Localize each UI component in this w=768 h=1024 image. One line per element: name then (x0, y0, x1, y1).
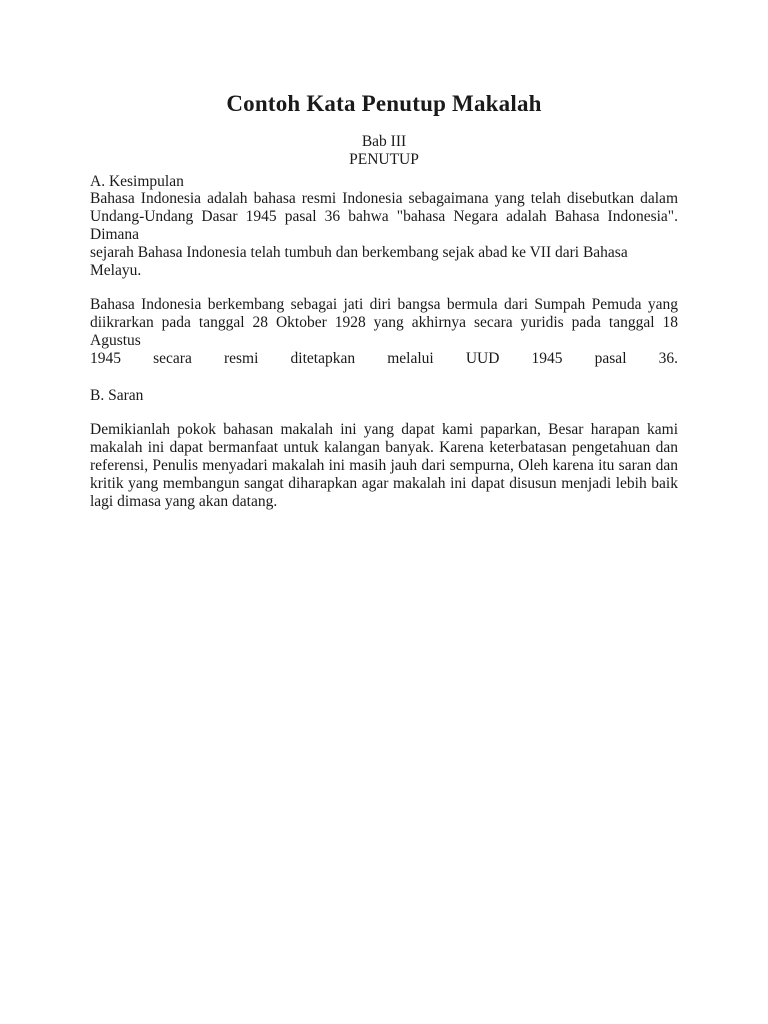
paragraph-line: makalah ini dapat bermanfaat untuk kalangan banyak. Karena keterbatasan pengetahuan dan (90, 439, 678, 457)
section-b-heading: B. Saran (90, 386, 144, 404)
paragraph-line: Bahasa Indonesia adalah bahasa resmi Indonesia sebagaimana yang telah disebutkan dalam (90, 190, 678, 208)
paragraph-line: sejarah Bahasa Indonesia telah tumbuh dan berkembang sejak abad ke VII dari Bahasa Melayu. (90, 243, 628, 279)
page-title: Contoh Kata Penutup Makalah (226, 91, 542, 116)
paragraph-line: diikrarkan pada tanggal 28 Oktober 1928 yang akhirnya secara yuridis pada tanggal 18 Agustus (90, 314, 678, 349)
chapter-title: PENUTUP (349, 150, 419, 168)
section-a-paragraph-1 (90, 190, 678, 279)
paragraph-line: 1945 secara resmi ditetapkan melalui UUD 1945 pasal 36. (90, 349, 678, 367)
section-b-paragraph-1 (90, 421, 678, 510)
chapter-number: Bab III (361, 133, 407, 150)
paragraph-line: Demikianlah pokok bahasan makalah ini yang dapat kami paparkan, Besar harapan kami (90, 421, 678, 439)
paragraph-line: referensi, Penulis menyadari makalah ini masih jauh dari sempurna, Oleh karena itu saran dan (90, 456, 678, 474)
paragraph-line: kritik yang membangun sangat diharapkan agar makalah ini dapat disusun menjadi lebih baik (90, 474, 678, 492)
paragraph-line: Bahasa Indonesia berkembang sebagai jati diri bangsa bermula dari Sumpah Pemuda yang (90, 296, 678, 314)
paragraph-line: Undang-Undang Dasar 1945 pasal 36 bahwa "bahasa Negara adalah Bahasa Indonesia". Dimana (90, 208, 678, 243)
section-a-paragraph-2 (90, 296, 678, 367)
section-a-heading: A. Kesimpulan (90, 172, 184, 190)
paragraph-line: lagi dimasa yang akan datang. (90, 492, 278, 510)
chapter-block (90, 133, 678, 169)
